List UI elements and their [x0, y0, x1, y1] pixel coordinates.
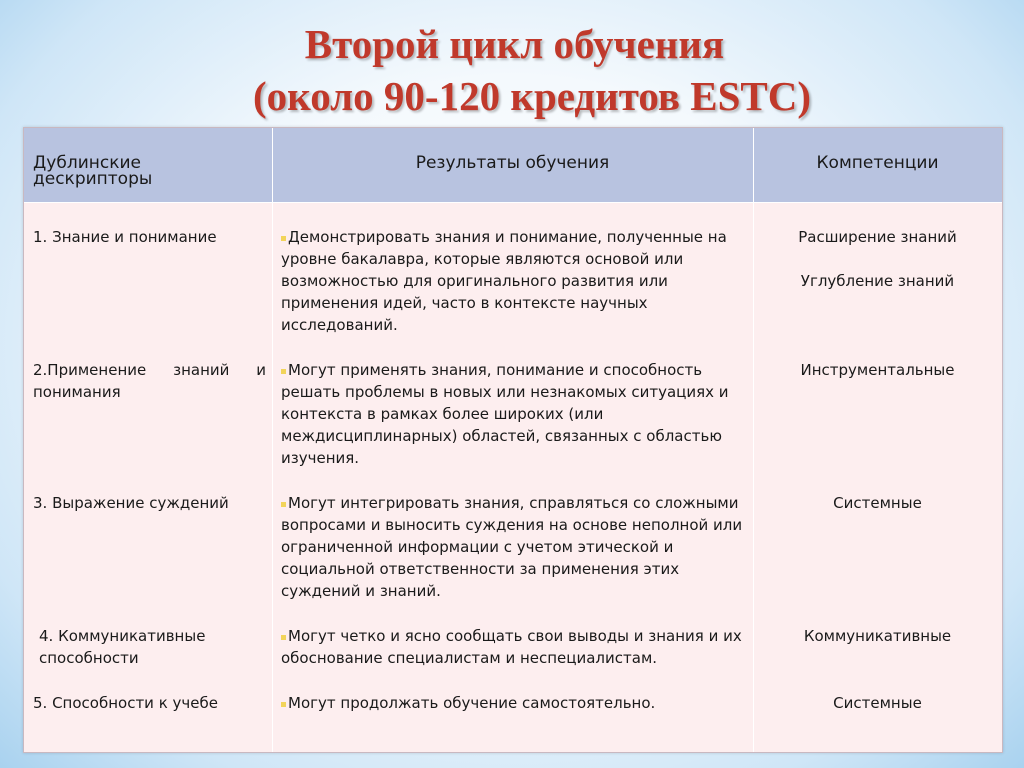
competency-cell: Углубление знаний — [800, 272, 955, 290]
outcome-cell — [281, 226, 745, 336]
outcome-text: Демонстрировать знания и понимание, полученные на уровне бакалавра, которые являются основой или возможностью для оригинального развития или применения идей, часто в контексте научных исследований. — [281, 228, 727, 334]
column-divider — [753, 128, 754, 752]
bullet-icon — [281, 635, 286, 640]
competency-cell: Коммуникативные — [803, 627, 952, 645]
outcome-cell — [281, 359, 749, 469]
competency-cell: Инструментальные — [800, 361, 955, 379]
column-divider — [272, 128, 273, 752]
outcome-cell — [281, 625, 745, 669]
competency-cell: Системные — [833, 694, 922, 712]
header-competencies: Компетенции — [816, 153, 939, 173]
outcome-cell — [281, 692, 745, 714]
learning-outcomes-table — [23, 127, 1003, 753]
outcome-cell — [281, 492, 745, 602]
competency-cell: Системные — [833, 494, 922, 512]
slide-title-line2: (около 90-120 кредитов ESTC) — [252, 73, 812, 119]
bullet-icon — [281, 502, 286, 507]
descriptor-cell: 1. Знание и понимание — [33, 228, 217, 246]
outcome-text: Могут применять знания, понимание и способность решать проблемы в новых или незнакомых ситуациях и контекста в рамках более широких (или междисциплинарных) областей, связанных с областью изучения. — [281, 361, 729, 467]
descriptor-cell: 3. Выражение суждений — [33, 494, 229, 512]
outcome-text: Могут продолжать обучение самостоятельно. — [288, 694, 656, 712]
outcome-text: Могут четко и ясно сообщать свои выводы и знания и их обоснование специалистам и неспециалистам. — [281, 627, 742, 667]
slide-title-line1: Второй цикл обучения — [304, 21, 725, 67]
competency-cell: Расширение знаний — [798, 228, 957, 246]
descriptor-cell: 2.Применение знаний и понимания — [33, 361, 266, 401]
bullet-icon — [281, 702, 286, 707]
bullet-icon — [281, 236, 286, 241]
header-outcomes: Результаты обучения — [415, 153, 610, 173]
descriptor-cell: 4. Коммуникативные способности — [39, 627, 206, 667]
slide-title — [0, 18, 1024, 122]
header-descriptors: Дублинские дескрипторы — [33, 153, 153, 189]
bullet-icon — [281, 369, 286, 374]
descriptor-cell: 5. Способности к учебе — [33, 694, 218, 712]
outcome-text: Могут интегрировать знания, справляться со сложными вопросами и выносить суждения на основе неполной или ограниченной информации с учетом этической и социальной ответственности за применения этих суждений и знаний. — [281, 494, 743, 600]
